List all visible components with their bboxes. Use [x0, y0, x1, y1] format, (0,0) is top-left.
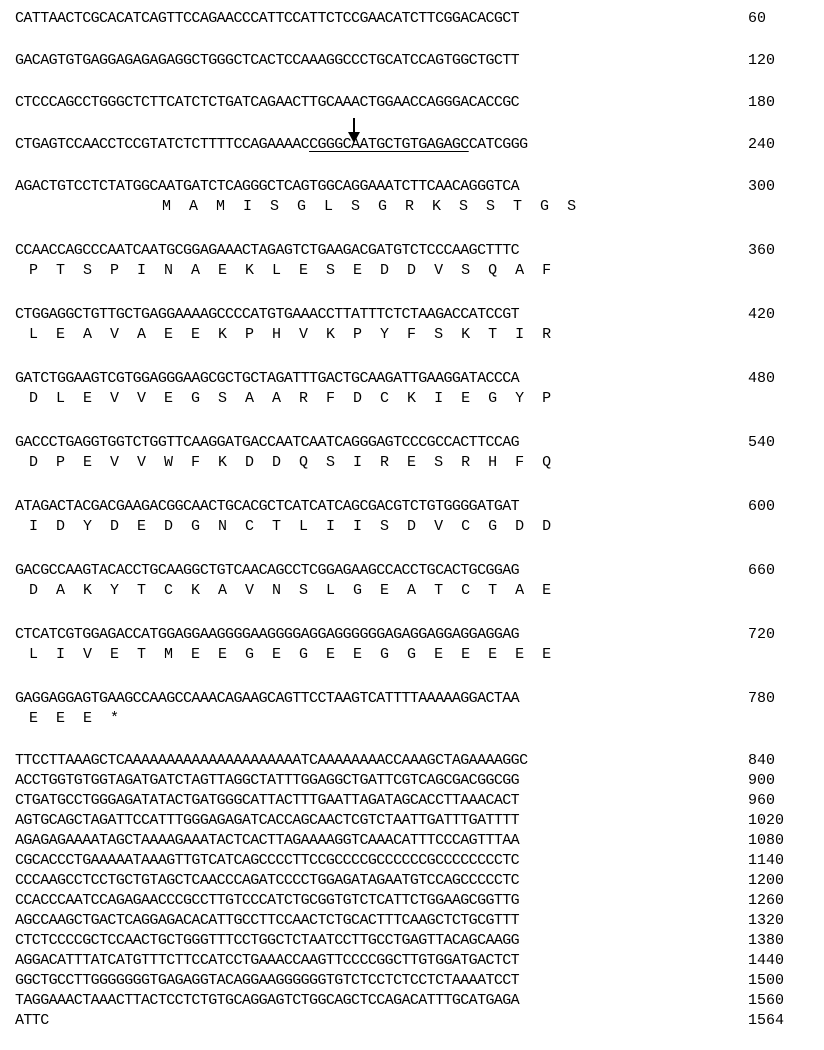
seq-position: 120: [748, 52, 776, 69]
seq-line: TTCCTTAAAGCTCAAAAAAAAAAAAAAAAAAAAATCAAAAAAAACCAAAGCTAGAAAAGGC: [15, 752, 528, 769]
seq-segment: CTGAGTCCAACCTCCGTATCTCTTTTCCAGAAAAC: [15, 136, 310, 153]
seq-position: 1440: [748, 952, 785, 969]
seq-position: 900: [748, 772, 776, 789]
seq-line: CTCATCGTGGAGACCATGGAGGAAGGGGAAGGGGAGGAGGGGGGAGAGGAGGAGGAGGAG: [15, 626, 520, 643]
seq-position: 240: [748, 136, 776, 153]
seq-position: 1560: [748, 992, 785, 1009]
seq-line: GACAGTGTGAGGAGAGAGAGGCTGGGCTCACTCCAAAGGCCCTGCATCCAGTGGCTGCTT: [15, 52, 520, 69]
aa-line: E E E *: [29, 710, 120, 727]
seq-position: 60: [748, 10, 767, 27]
aa-line: D P E V V W F K D D Q S I R E S R H F Q: [29, 454, 552, 471]
seq-line: GGCTGCCTTGGGGGGGTGAGAGGTACAGGAAGGGGGGTGTCTCCTCTCCTCTAAAATCCT: [15, 972, 520, 989]
seq-line: CTCTCCCCGCTCCAACTGCTGGGTTTCCTGGCTCTAATCCTTGCCTGAGTTACAGCAAGG: [15, 932, 520, 949]
seq-line: ATTC: [15, 1012, 49, 1029]
aa-line: D A K Y T C K A V N S L G E A T C T A E: [29, 582, 552, 599]
seq-position: 960: [748, 792, 776, 809]
seq-segment: CATCGGG: [468, 136, 528, 153]
seq-line: CCACCCAATCCAGAGAACCCGCCTTGTCCCATCTGCGGTGTCTCATTCTGGAAGCGGTTG: [15, 892, 520, 909]
seq-line: CGCACCCTGAAAAATAAAGTTGTCATCAGCCCCTTCCGCCCCGCCCCCCGCCCCCCCCTC: [15, 852, 520, 869]
seq-position: 720: [748, 626, 776, 643]
seq-position: 480: [748, 370, 776, 387]
seq-line: AGCCAAGCTGACTCAGGAGACACATTGCCTTCCAACTCTGCACTTTCAAGCTCTGCGTTT: [15, 912, 520, 929]
seq-line: TAGGAAACTAAACTTACTCCTCTGTGCAGGAGTCTGGCAGCTCCAGACATTTGCATGAGA: [15, 992, 520, 1009]
seq-line: GACCCTGAGGTGGTCTGGTTCAAGGATGACCAATCAATCAGGGAGTCCCGCCACTTCCAG: [15, 434, 520, 451]
seq-position: 840: [748, 752, 776, 769]
seq-line: CTGATGCCTGGGAGATATACTGATGGGCATTACTTTGAATTAGATAGCACCTTAAACACT: [15, 792, 520, 809]
primer-underline-segment: CGGGCAATGCTGTGAGAGC: [309, 136, 469, 153]
seq-line: AGTGCAGCTAGATTCCATTTGGGAGAGATCACCAGCAACTCGTCTAATTGATTTGATTTT: [15, 812, 520, 829]
seq-line: CTCCCAGCCTGGGCTCTTCATCTCTGATCAGAACTTGCAAACTGGAACCAGGGACACCGC: [15, 94, 520, 111]
seq-position: 600: [748, 498, 776, 515]
aa-line: M A M I S G L S G R K S S T G S: [162, 198, 577, 215]
seq-position: 360: [748, 242, 776, 259]
seq-position: 1260: [748, 892, 785, 909]
aa-line: I D Y D E D G N C T L I I S D V C G D D: [29, 518, 552, 535]
seq-position: 660: [748, 562, 776, 579]
seq-line: GACGCCAAGTACACCTGCAAGGCTGTCAACAGCCTCGGAGAAGCCACCTGCACTGCGGAG: [15, 562, 520, 579]
seq-line: ACCTGGTGTGGTAGATGATCTAGTTAGGCTATTTGGAGGCTGATTCGTCAGCGACGGCGG: [15, 772, 520, 789]
seq-line: CCCAAGCCTCCTGCTGTAGCTCAACCCAGATCCCCTGGAGATAGAATGTCCAGCCCCCTC: [15, 872, 520, 889]
seq-line: AGACTGTCCTCTATGGCAATGATCTCAGGGCTCAGTGGCAGGAAATCTTCAACAGGGTCA: [15, 178, 520, 195]
seq-position: 1200: [748, 872, 785, 889]
aa-line: L I V E T M E E G E G E E G G E E E E E: [29, 646, 552, 663]
seq-position: 780: [748, 690, 776, 707]
seq-position: 1020: [748, 812, 785, 829]
seq-line: GATCTGGAAGTCGTGGAGGGAAGCGCTGCTAGATTTGACTGCAAGATTGAAGGATACCCA: [15, 370, 520, 387]
seq-position: 1320: [748, 912, 785, 929]
seq-position: 1500: [748, 972, 785, 989]
seq-position: 300: [748, 178, 776, 195]
aa-line: L E A V A E E K P H V K P Y F S K T I R: [29, 326, 552, 343]
aa-line: D L E V V E G S A A R F D C K I E G Y P: [29, 390, 552, 407]
seq-position: 1380: [748, 932, 785, 949]
seq-line: GAGGAGGAGTGAAGCCAAGCCAAACAGAAGCAGTTCCTAAGTCATTTTAAAAAGGACTAA: [15, 690, 520, 707]
seq-position: 1140: [748, 852, 785, 869]
seq-line: [15, 136, 528, 154]
seq-position: 420: [748, 306, 776, 323]
seq-position: 180: [748, 94, 776, 111]
seq-line: AGAGAGAAAATAGCTAAAAGAAATACTCACTTAGAAAAGGTCAAACATTTCCCAGTTTAA: [15, 832, 520, 849]
seq-line: CCAACCAGCCCAATCAATGCGGAGAAACTAGAGTCTGAAGACGATGTCTCCCAAGCTTTC: [15, 242, 520, 259]
seq-position: 540: [748, 434, 776, 451]
aa-line: P T S P I N A E K L E S E D D V S Q A F: [29, 262, 552, 279]
seq-position: 1080: [748, 832, 785, 849]
seq-line: CATTAACTCGCACATCAGTTCCAGAACCCATTCCATTCTCCGAACATCTTCGGACACGCT: [15, 10, 520, 27]
seq-line: AGGACATTTATCATGTTTCTTCCATCCTGAAACCAAGTTCCCCGGCTTGTGGATGACTCT: [15, 952, 520, 969]
seq-line: CTGGAGGCTGTTGCTGAGGAAAAGCCCCATGTGAAACCTTATTTCTCTAAGACCATCCGT: [15, 306, 520, 323]
seq-position: 1564: [748, 1012, 785, 1029]
seq-line: ATAGACTACGACGAAGACGGCAACTGCACGCTCATCATCAGCGACGTCTGTGGGGATGAT: [15, 498, 520, 515]
